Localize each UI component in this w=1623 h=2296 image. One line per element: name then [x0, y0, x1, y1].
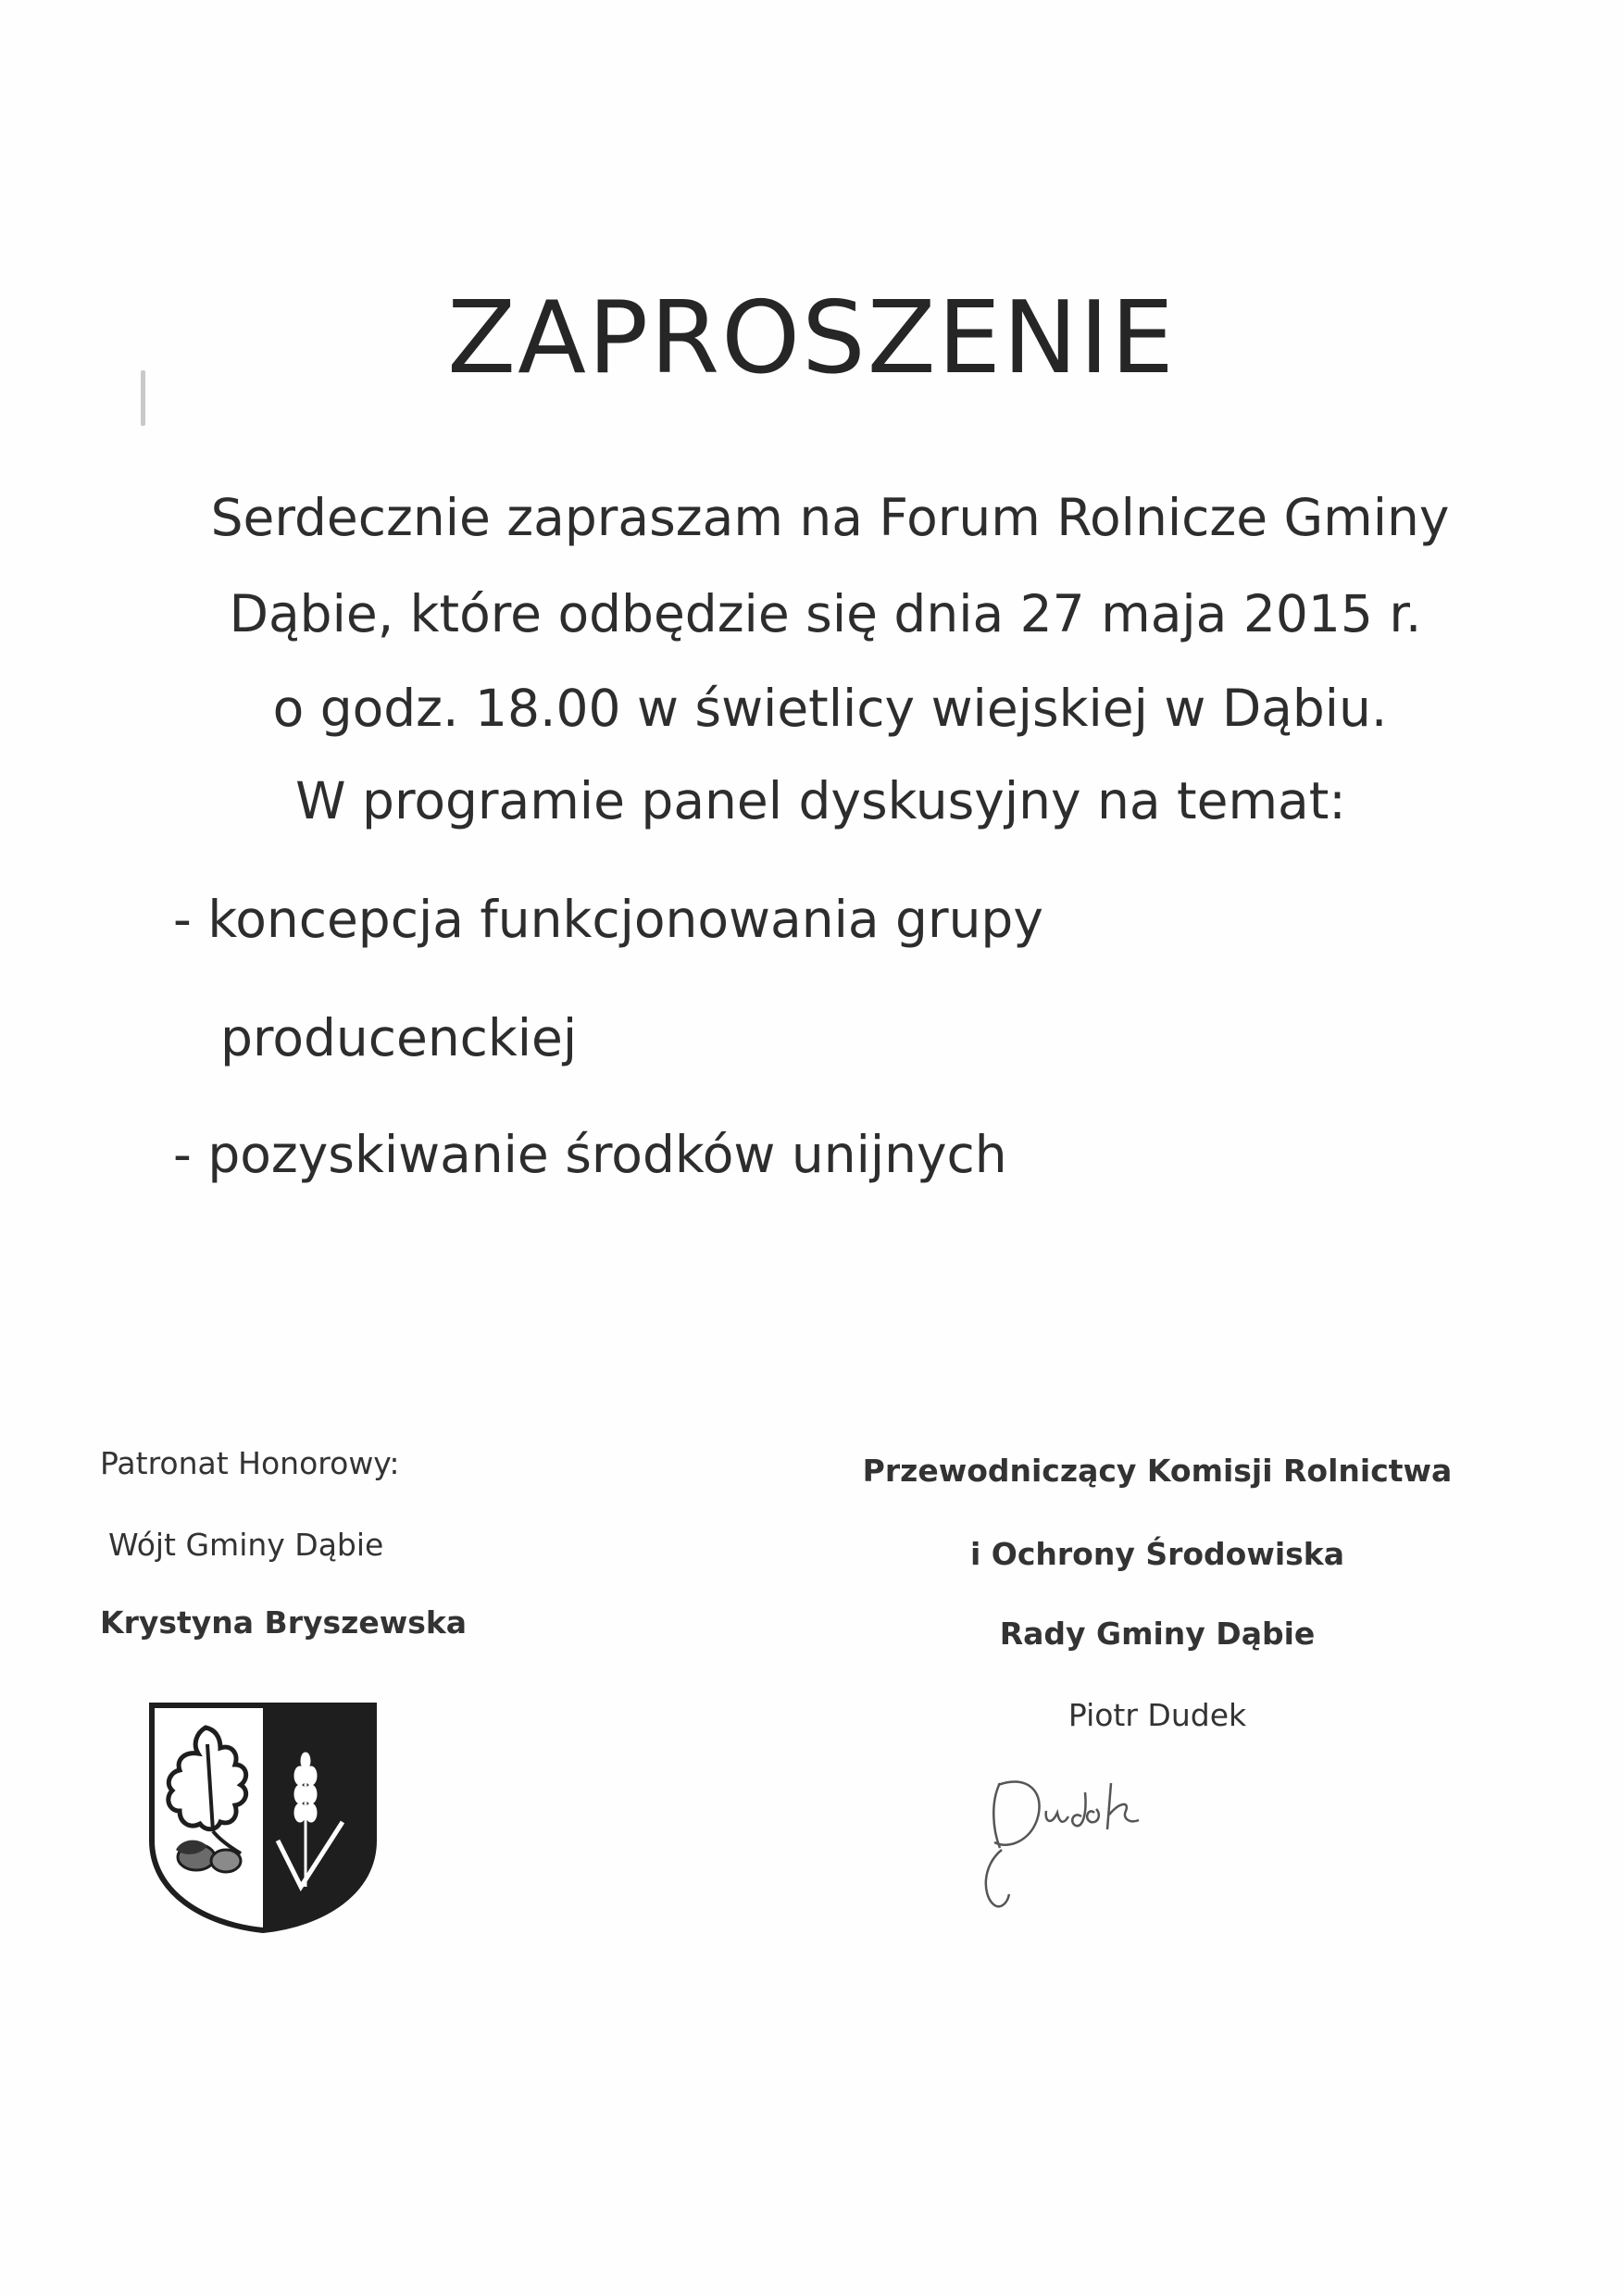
body-line-2: Dąbie, które odbędzie się dnia 27 maja 2015 r. [229, 584, 1422, 643]
coat-of-arms-icon [148, 1702, 378, 1933]
patron-role: Wójt Gminy Dąbie [108, 1527, 384, 1563]
topic-item-2: - pozyskiwanie środków unijnych [173, 1125, 1007, 1184]
chairman-name: Piotr Dudek [1067, 1697, 1247, 1733]
body-line-3: o godz. 18.00 w świetlicy wiejskiej w Dąbiu. [272, 679, 1388, 738]
signature-icon [972, 1765, 1194, 1940]
chairman-title-line-1: Przewodniczący Komisji Rolnictwa [862, 1453, 1453, 1489]
body-line-4: W programie panel dyskusyjny na temat: [295, 771, 1346, 830]
page-title: ZAPROSZENIE [447, 281, 1176, 396]
topic-item-1-continued: producenckiej [220, 1008, 578, 1067]
patron-name: Krystyna Bryszewska [100, 1604, 468, 1641]
body-line-1: Serdecznie zapraszam na Forum Rolnicze Gminy [210, 488, 1450, 547]
patron-heading: Patronat Honorowy: [100, 1445, 400, 1481]
chairman-title-line-2: i Ochrony Środowiska [969, 1536, 1344, 1572]
chairman-title-line-3: Rady Gminy Dąbie [999, 1616, 1316, 1652]
topic-item-1: - koncepcja funkcjonowania grupy [173, 890, 1043, 949]
